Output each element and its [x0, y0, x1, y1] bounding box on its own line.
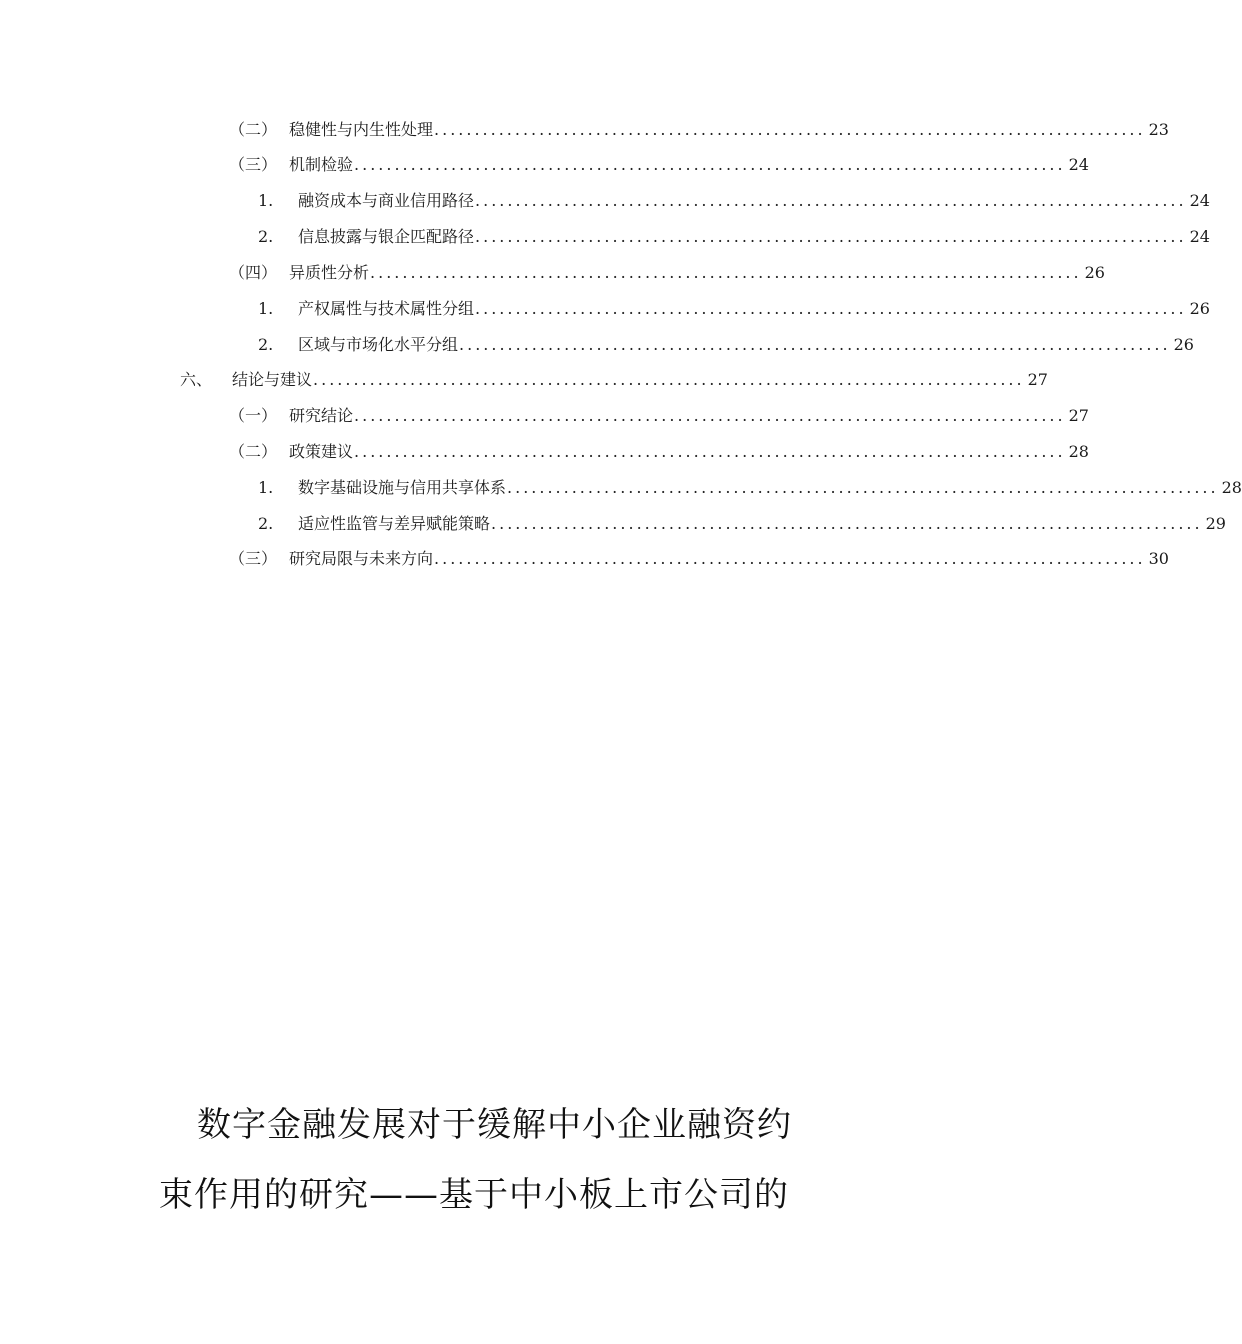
toc-entry-page: 24 [1189, 191, 1210, 210]
toc-entry[interactable] [229, 439, 1089, 465]
toc-entry-page: 27 [1027, 370, 1048, 389]
toc-leader-dots: ........................................................................................ [434, 549, 1146, 568]
toc-leader-dots: ........................................................................................ [313, 370, 1025, 389]
toc-entry-title: 数字基础设施与信用共享体系 [298, 478, 507, 497]
toc-entry[interactable] [229, 403, 1089, 429]
toc-leader-dots: ........................................................................................ [491, 514, 1203, 533]
toc-entry-number: 1. [258, 191, 274, 210]
toc-entry-title: 稳健性与内生性处理 [289, 120, 434, 139]
toc-entry-number: 六、 [180, 370, 213, 389]
toc-entry-page: 23 [1148, 120, 1169, 139]
toc-leader-dots: ........................................................................................ [370, 263, 1082, 282]
toc-entry-page: 28 [1221, 478, 1242, 497]
document-title [140, 1090, 820, 1230]
toc-entry-page: 26 [1173, 335, 1194, 354]
toc-entry-number: 1. [258, 478, 274, 497]
toc-leader-dots: ........................................................................................ [475, 191, 1187, 210]
toc-entry-page: 28 [1068, 442, 1089, 461]
toc-entry-number: （二） [229, 120, 278, 139]
toc-entry-number: （二） [229, 442, 278, 461]
toc-entry[interactable] [229, 152, 1089, 178]
toc-entry-title: 异质性分析 [289, 263, 370, 282]
toc-entry[interactable] [258, 332, 1194, 358]
toc-entry[interactable] [258, 224, 1210, 250]
toc-entry-title: 产权属性与技术属性分组 [298, 299, 475, 318]
toc-entry[interactable] [258, 511, 1226, 537]
toc-entry-page: 26 [1189, 299, 1210, 318]
toc-leader-dots: ........................................................................................ [354, 442, 1066, 461]
toc-entry-title: 适应性监管与差异赋能策略 [298, 514, 491, 533]
toc-entry-page: 26 [1084, 263, 1105, 282]
toc-entry-number: （四） [229, 263, 278, 282]
toc-entry[interactable] [180, 367, 1048, 393]
toc-entry-number: 1. [258, 299, 274, 318]
toc-entry-number: （一） [229, 406, 278, 425]
toc-entry[interactable] [229, 260, 1105, 286]
toc-entry-number: （三） [229, 549, 278, 568]
document-title-line-2: 束作用的研究——基于中小板上市公司的 [159, 1175, 789, 1215]
toc-entry-number: （三） [229, 155, 278, 174]
toc-entry-title: 研究结论 [289, 406, 354, 425]
toc-entry-title: 机制检验 [289, 155, 354, 174]
toc-leader-dots: ........................................................................................ [475, 299, 1187, 318]
toc-leader-dots: ........................................................................................ [354, 406, 1066, 425]
toc-entry[interactable] [258, 188, 1210, 214]
toc-entry-page: 30 [1148, 549, 1169, 568]
toc-entry[interactable] [258, 475, 1242, 501]
toc-entry-page: 27 [1068, 406, 1089, 425]
toc-entry-title: 融资成本与商业信用路径 [298, 191, 475, 210]
toc-leader-dots: ........................................................................................ [459, 335, 1171, 354]
toc-entry-page: 24 [1068, 155, 1089, 174]
toc-entry[interactable] [229, 546, 1169, 572]
document-title-line-1: 数字金融发展对于缓解中小企业融资约 [197, 1105, 792, 1145]
toc-leader-dots: ........................................................................................ [507, 478, 1219, 497]
toc-entry-number: 2. [258, 227, 274, 246]
toc-entry[interactable] [258, 296, 1210, 322]
toc-leader-dots: ........................................................................................ [475, 227, 1187, 246]
toc-entry-number: 2. [258, 335, 274, 354]
toc-entry-title: 区域与市场化水平分组 [298, 335, 459, 354]
toc-leader-dots: ........................................................................................ [354, 155, 1066, 174]
toc-entry-page: 24 [1189, 227, 1210, 246]
toc-entry-number: 2. [258, 514, 274, 533]
toc-entry-title: 信息披露与银企匹配路径 [298, 227, 475, 246]
toc-leader-dots: ........................................................................................ [434, 120, 1146, 139]
toc-entry[interactable] [229, 117, 1169, 143]
toc-entry-title: 政策建议 [289, 442, 354, 461]
toc-entry-title: 结论与建议 [232, 370, 313, 389]
toc-entry-page: 29 [1205, 514, 1226, 533]
toc-entry-title: 研究局限与未来方向 [289, 549, 434, 568]
